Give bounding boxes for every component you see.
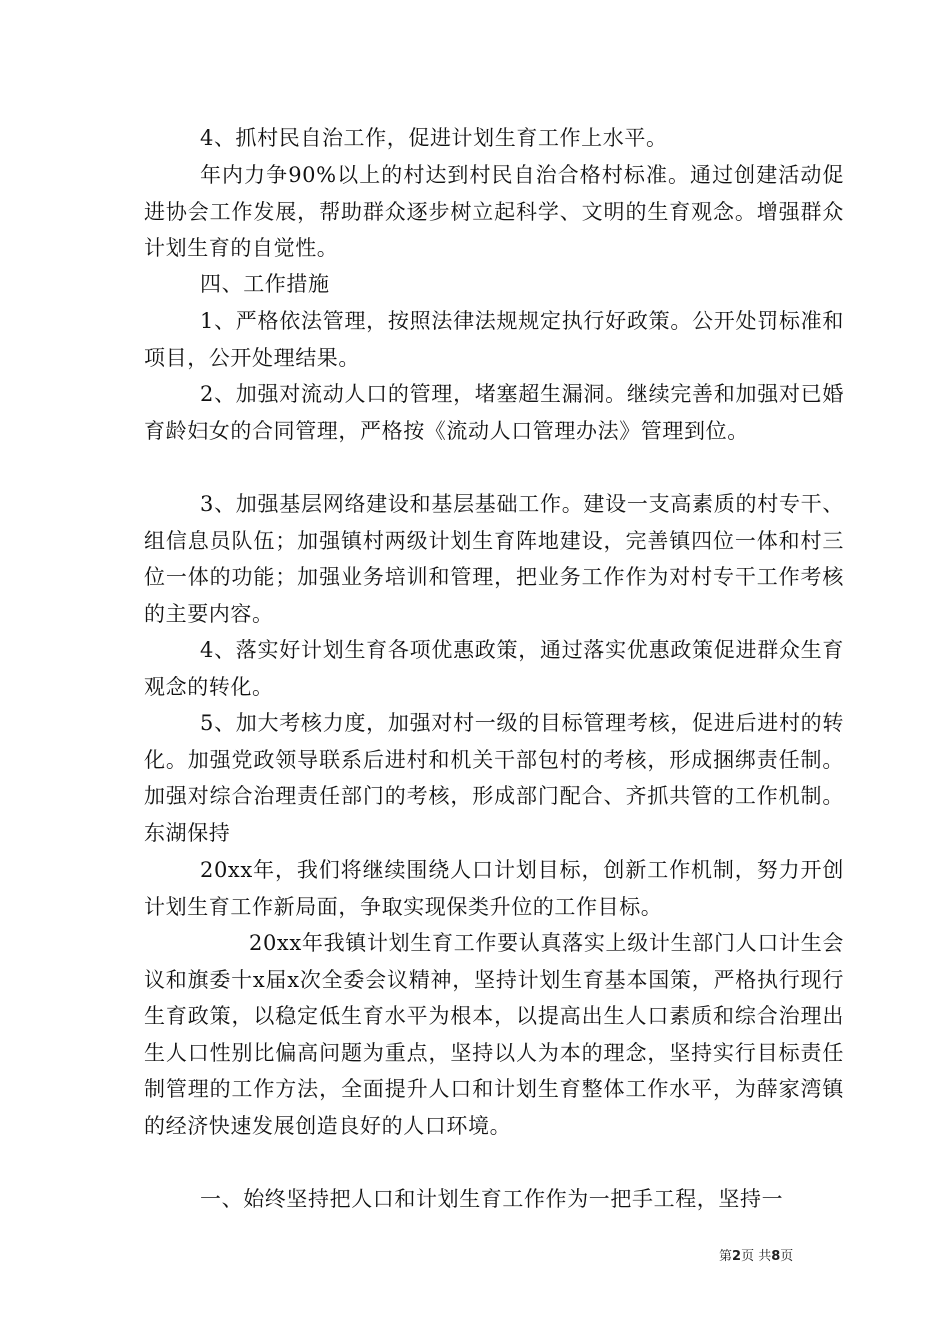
paragraph-target-90: 年内力争90%以上的村达到村民自治合格村标准。通过创建活动促进协会工作发展，帮助群众逐步树立起科学、文明的生育观念。增强群众计划生育的自觉性。 [144,163,844,260]
footer-prefix: 第 [719,1249,733,1264]
paragraph-overview: 20xx年我镇计划生育工作要认真落实上级计生部门人口计生会议和旗委十x届x次全委会议精神，坚持计划生育基本国策，严格执行现行生育政策，以稳定低生育水平为根本，以提高出生人口素质和综合治理出生人口性别比偏高问题为重点，坚持以人为本的理念，坚持实行目标责任制管理的工作方法，全面提升人口和计划生育整体工作水平，为薛家湾镇的经济快速发展创造良好的人口环境。 [144,931,844,1138]
paragraph-item-4: 4、抓村民自治工作，促进计划生育工作上水平。 [200,126,668,150]
paragraph-measure-4: 4、落实好计划生育各项优惠政策，通过落实优惠政策促进群众生育观念的转化。 [144,638,844,699]
paragraph-next-year: 20xx年，我们将继续围绕人口计划目标，创新工作机制，努力开创计划生育工作新局面，争取实现保类升位的工作目标。 [144,858,844,919]
page-number-footer [719,1245,793,1264]
footer-suffix: 页 [780,1249,794,1264]
paragraph-measure-1: 1、严格依法管理，按照法律法规规定执行好政策。公开处罚标准和项目，公开处理结果。 [144,309,844,370]
section-heading-measures: 四、工作措施 [200,272,330,296]
paragraph-section-one: 一、始终坚持把人口和计划生育工作作为一把手工程，坚持一 [200,1187,784,1211]
paragraph-measure-2: 2、加强对流动人口的管理，堵塞超生漏洞。继续完善和加强对已婚育龄妇女的合同管理，严格按《流动人口管理办法》管理到位。 [144,382,844,443]
current-page-number: 2 [732,1249,742,1264]
total-pages-number: 8 [771,1249,781,1264]
paragraph-measure-5: 5、加大考核力度，加强对村一级的目标管理考核，促进后进村的转化。加强党政领导联系后进村和机关干部包村的考核，形成捆绑责任制。加强对综合治理责任部门的考核，形成部门配合、齐抓共管的工作机制。东湖保持 [144,711,844,845]
footer-middle: 页 共 [741,1249,772,1264]
paragraph-measure-3: 3、加强基层网络建设和基层基础工作。建设一支高素质的村专干、组信息员队伍；加强镇村两级计划生育阵地建设，完善镇四位一体和村三位一体的功能；加强业务培训和管理，把业务工作作为对村专干工作考核的主要内容。 [144,492,844,626]
